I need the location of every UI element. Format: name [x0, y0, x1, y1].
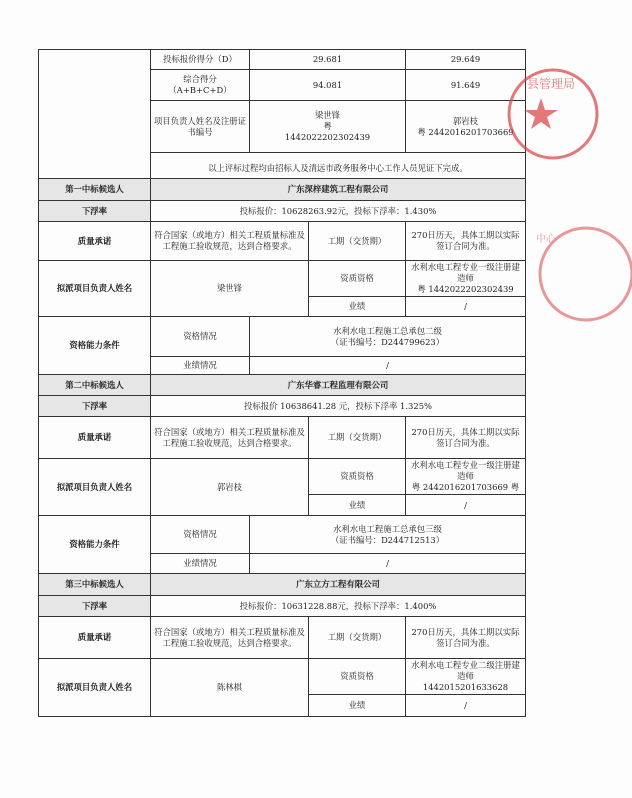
seal-text: 中心 [536, 234, 556, 245]
float-label: 下浮率 [39, 596, 151, 617]
summary-value: 郭岩枝 粤 2442016201703669 [406, 101, 526, 153]
candidate-1-ability-row [39, 317, 526, 357]
ability-label: 资格能力条件 [39, 317, 151, 375]
float-value: 投标报价：10631228.88元，投标下浮率：1.400% [151, 596, 526, 617]
period-label: 工期（交货期） [309, 222, 406, 261]
summary-label: 项目负责人姓名及注册证书编号 [151, 101, 250, 153]
performance-status-value: / [250, 357, 526, 375]
candidate-2-float-row [39, 396, 526, 417]
candidate-2-ability-row [39, 516, 526, 554]
performance-value: / [406, 297, 526, 317]
seal-text: 县管理局 [527, 77, 576, 91]
performance-label: 业绩 [309, 495, 406, 516]
float-value: 投标报价 10638641.28 元，投标下浮率 1.325% [151, 396, 526, 417]
summary-value: 91.649 [406, 70, 526, 101]
performance-label: 业绩 [309, 695, 406, 717]
summary-value: 29.649 [406, 50, 526, 70]
qualification-label: 资质资格 [309, 261, 406, 297]
manager-name: 郭岩枝 [151, 459, 309, 516]
candidate-3-header [39, 574, 526, 596]
period-value: 270日历天，具体工期以实际签订合同为准。 [406, 617, 526, 659]
quality-label: 质量承诺 [39, 617, 151, 659]
candidate-1-float-row [39, 201, 526, 222]
summary-value: 94.081 [250, 70, 406, 101]
qualification-label: 资质资格 [309, 659, 406, 695]
performance-value: / [406, 695, 526, 717]
certificate-label: 资格情况 [151, 516, 250, 554]
candidate-1-header [39, 179, 526, 201]
candidate-3-quality-row [39, 617, 526, 659]
seal-star-icon [524, 98, 558, 129]
candidate-3-float-row [39, 596, 526, 617]
manager-name: 梁世锋 [151, 261, 309, 317]
performance-label: 业绩 [309, 297, 406, 317]
quality-label: 质量承诺 [39, 417, 151, 459]
summary-label: 投标报价得分（D） [151, 50, 250, 70]
candidate-2-quality-row [39, 417, 526, 459]
summary-note: 以上评标过程均由招标人及清远市政务服务中心工作人员见证下完成。 [151, 153, 526, 179]
summary-label: 综合得分 （A+B+C+D） [151, 70, 250, 101]
qualification-value: 水利水电工程专业一级注册建造师 粤 2442016201703669 粤 [406, 459, 526, 495]
candidate-rank-label: 第一中标候选人 [39, 179, 151, 201]
quality-value: 符合国家（或地方）相关工程质量标准及工程施工验收规范，达到合格要求。 [151, 222, 309, 261]
candidate-3-manager-row [39, 659, 526, 695]
certificate-label: 资格情况 [151, 317, 250, 357]
qualification-value: 水利水电工程专业二级注册建造师 1442015201633628 [406, 659, 526, 695]
qualification-value: 水利水电工程专业一级注册建造师 粤 1442022202302439 [406, 261, 526, 297]
float-label: 下浮率 [39, 396, 151, 417]
summary-value: 29.681 [250, 50, 406, 70]
candidate-2-header [39, 375, 526, 396]
period-value: 270日历天，具体工期以实际签订合同为准。 [406, 222, 526, 261]
manager-name: 陈林棋 [151, 659, 309, 717]
candidate-company: 广东深梓建筑工程有限公司 [151, 179, 526, 201]
period-label: 工期（交货期） [309, 617, 406, 659]
qualification-label: 资质资格 [309, 459, 406, 495]
ability-label: 资格能力条件 [39, 516, 151, 574]
period-value: 270日历天，具体工期以实际签订合同为准。 [406, 417, 526, 459]
candidate-company: 广东华睿工程监理有限公司 [151, 375, 526, 396]
summary-row-bid-score [39, 50, 526, 70]
performance-status-value: / [250, 554, 526, 574]
candidate-rank-label: 第二中标候选人 [39, 375, 151, 396]
quality-value: 符合国家（或地方）相关工程质量标准及工程施工验收规范，达到合格要求。 [151, 417, 309, 459]
manager-label: 拟派项目负责人姓名 [39, 459, 151, 516]
candidate-1-manager-row [39, 261, 526, 297]
summary-left-blank [39, 50, 151, 179]
candidate-1-quality-row [39, 222, 526, 261]
quality-value: 符合国家（或地方）相关工程质量标准及工程施工验收规范，达到合格要求。 [151, 617, 309, 659]
manager-label: 拟派项目负责人姓名 [39, 659, 151, 717]
float-label: 下浮率 [39, 201, 151, 222]
float-value: 投标报价：10628263.92元，投标下浮率：1.430% [151, 201, 526, 222]
manager-label: 拟派项目负责人姓名 [39, 261, 151, 317]
performance-status-label: 业绩情况 [151, 357, 250, 375]
period-label: 工期（交货期） [309, 417, 406, 459]
official-seal-mid [532, 218, 557, 330]
certificate-value: 水利水电工程施工总承包三级 （证书编号：D244712513） [250, 516, 526, 554]
bid-result-table [38, 49, 526, 717]
candidate-rank-label: 第三中标候选人 [39, 574, 151, 596]
candidate-2-manager-row [39, 459, 526, 495]
certificate-value: 水利水电工程施工总承包二级 （证书编号：D244799623） [250, 317, 526, 357]
performance-status-label: 业绩情况 [151, 554, 250, 574]
candidate-company: 广东立方工程有限公司 [151, 574, 526, 596]
quality-label: 质量承诺 [39, 222, 151, 261]
summary-value: 梁世锋 粤 1442022202302439 [250, 101, 406, 153]
performance-value: / [406, 495, 526, 516]
